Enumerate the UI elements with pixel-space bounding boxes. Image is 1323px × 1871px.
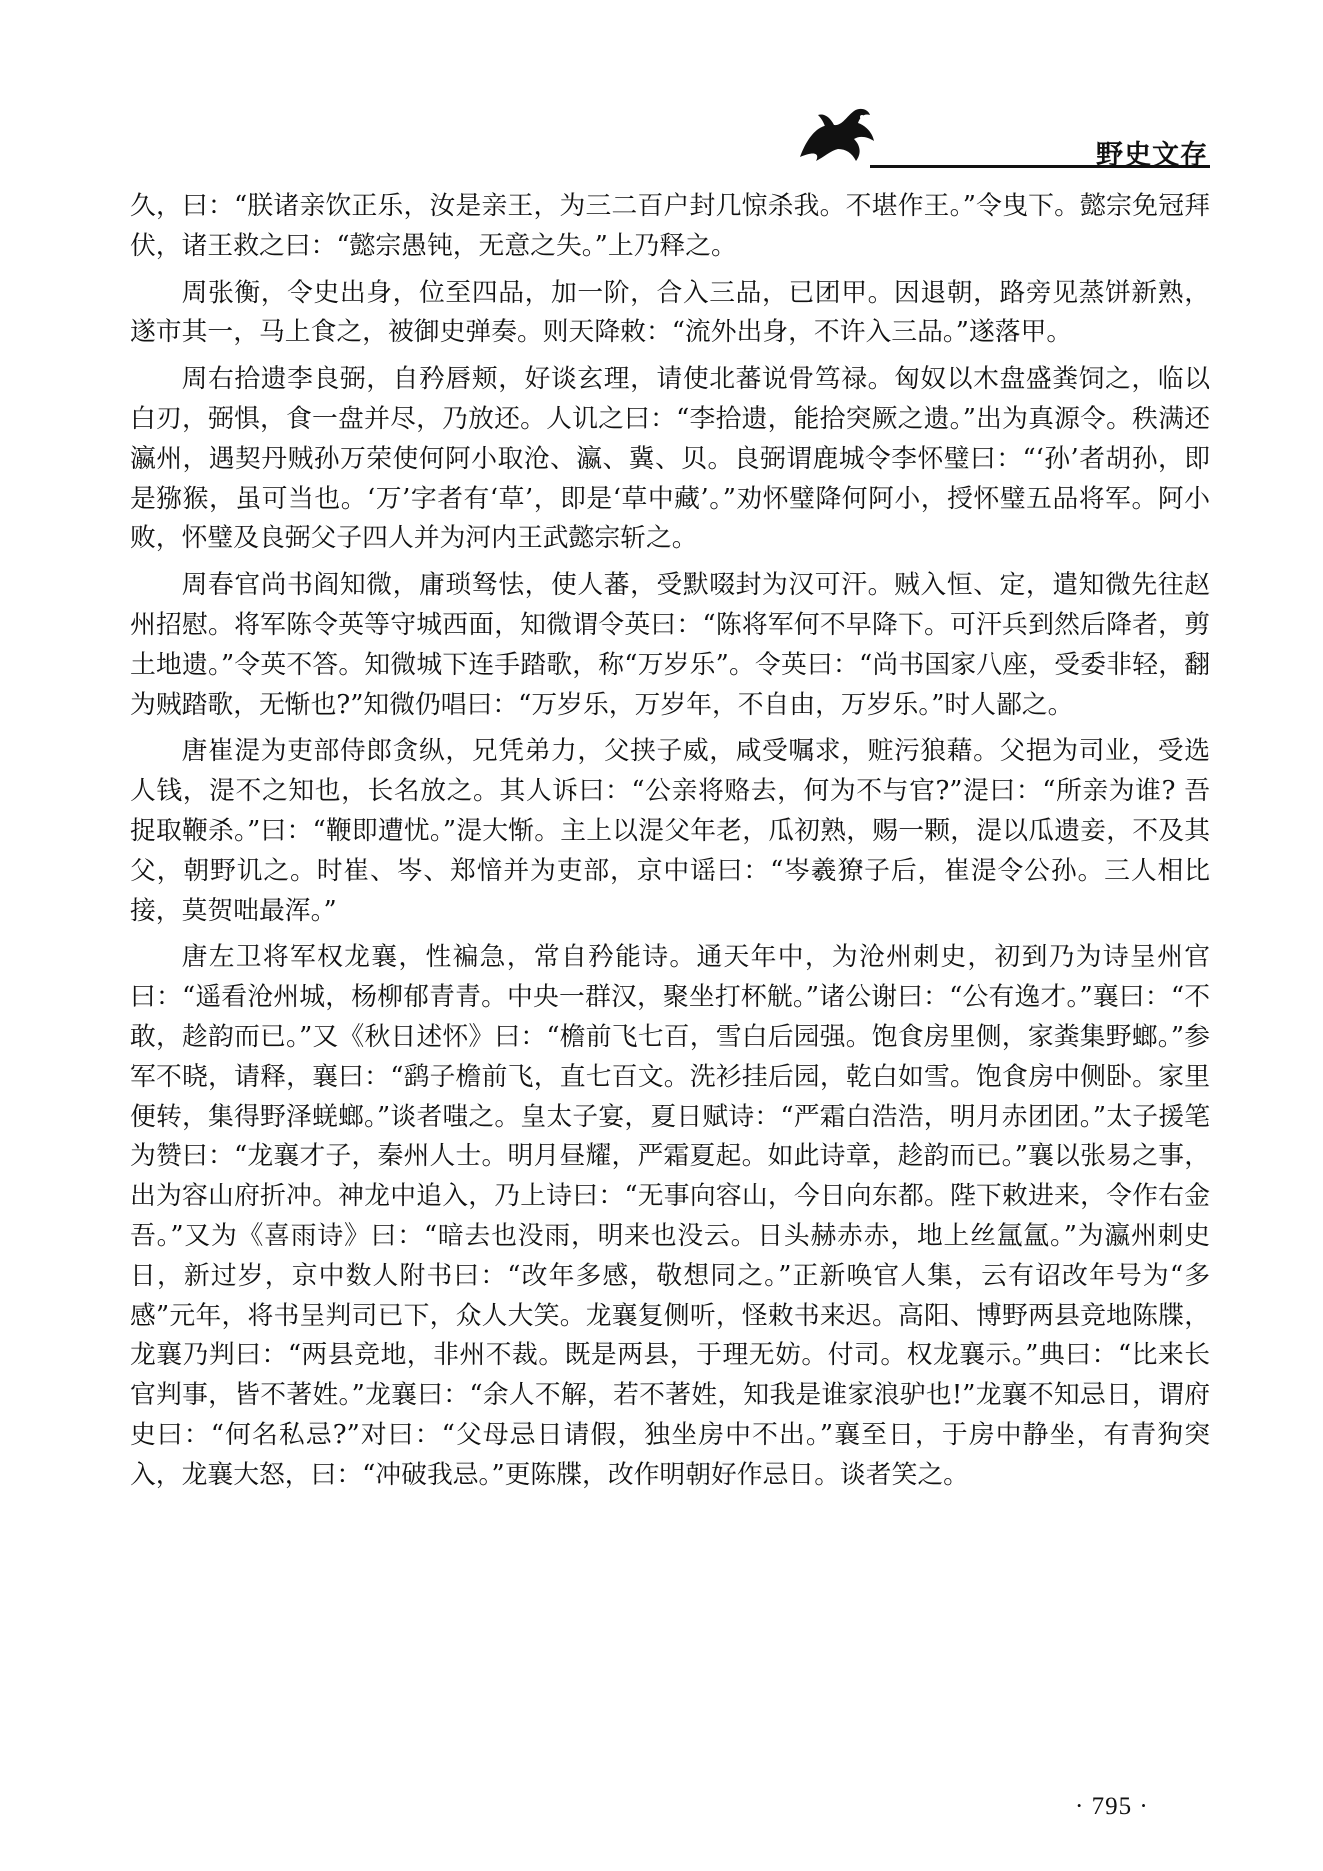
running-header (770, 95, 1210, 175)
paragraph: 周右拾遗李良弼，自矜唇颊，好谈玄理，请使北蕃说骨笃禄。匈奴以木盘盛粪饲之，临以白刃，弼惧，食一盘并尽，乃放还。人讥之曰：“李拾遗，能拾突厥之遗。”出为真源令。秩满还瀛州，遇契丹贼孙万荣使何阿小取沧、瀛、冀、贝。良弼谓鹿城令李怀璧曰：“‘孙’者胡孙，即是猕猴，虽可当也。‘万’字者有‘草’，即是‘草中藏’。”劝怀璧降何阿小，授怀璧五品将军。阿小败，怀璧及良弼父子四人并为河内王武懿宗斩之。 (130, 364, 1210, 554)
paragraph: 周春官尚书阎知微，庸琐驽怯，使人蕃，受默啜封为汉可汗。贼入恒、定，遣知微先往赵州招慰。将军陈令英等守城西面，知微谓令英曰：“陈将军何不早降下。可汗兵到然后降者，剪土地遗。”令英不答。知微城下连手踏歌，称“万岁乐”。令英曰：“尚书国家八座，受委非轻，翻为贼踏歌，无惭也?”知微仍唱曰：“万岁乐，万岁年，不自由，万岁乐。”时人鄙之。 (130, 570, 1210, 720)
page-number: · 795 · (1075, 1793, 1149, 1820)
page-title: 野史文存 (1096, 140, 1208, 171)
paragraph: 周张衡，令史出身，位至四品，加一阶，合入三品，已团甲。因退朝，路旁见蒸饼新熟，遂市其一，马上食之，被御史弹奏。则天降敕：“流外出身，不许入三品。”遂落甲。 (130, 277, 1210, 348)
paragraph: 唐左卫将军权龙襄，性褊急，常自矜能诗。通天年中，为沧州刺史，初到乃为诗呈州官曰：“遥看沧州城，杨柳郁青青。中央一群汉，聚坐打杯觥。”诸公谢曰：“公有逸才。”襄曰：“不敢，趁韵而已。”又《秋日述怀》曰：“檐前飞七百，雪白后园强。饱食房里侧，家粪集野螂。”参军不晓，请释，襄曰：“鹞子檐前飞，直七百文。洗衫挂后园，乾白如雪。饱食房中侧卧。家里便转，集得野泽蜣螂。”谈者嗤之。皇太子宴，夏日赋诗：“严霜白浩浩，明月赤团团。”太子援笔为赞曰：“龙襄才子，秦州人士。明月昼耀，严霜夏起。如此诗章，趁韵而已。”襄以张易之事，出为容山府折冲。神龙中追入，乃上诗曰：“无事向容山，今日向东都。陛下敕进来，令作右金吾。”又为《喜雨诗》曰：“暗去也没雨，明来也没云。日头赫赤赤，地上丝氲氲。”为瀛州刺史日，新过岁，京中数人附书曰：“改年多感，敬想同之。”正新唤官人集，云有诏改年号为“多感”元年，将书呈判司已下，众人大笑。龙襄复侧听，怪敕书来迟。高阳、博野两县竞地陈牒，龙襄乃判曰：“两县竞地，非州不裁。既是两县，于理无妨。付司。权龙襄示。”典曰：“比来长官判事，皆不著姓。”龙襄曰：“余人不解，若不著姓，知我是谁家浪驴也!”龙襄不知忌日，谓府史曰：“何名私忌?”对曰：“父母忌日请假，独坐房中不出。”襄至日，于房中静坐，有青狗突入，龙襄大怒，曰：“冲破我忌。”更陈牒，改作明朝好作忌日。谈者笑之。 (130, 942, 1210, 1490)
paragraph: 久，曰：“朕诸亲饮正乐，汝是亲王，为三二百户封几惊杀我。不堪作王。”令曳下。懿宗免冠拜伏，诸王救之曰：“懿宗愚钝，无意之失。”上乃释之。 (130, 191, 1210, 261)
paragraph: 唐崔湜为吏部侍郎贪纵，兄凭弟力，父挟子威，咸受嘱求，赃污狼藉。父挹为司业，受选人钱，湜不之知也，长名放之。其人诉曰：“公亲将赂去，何为不与官?”湜曰：“所亲为谁? 吾捉取鞭杀。”曰：“鞭即遭忧。”湜大惭。主上以湜父年老，瓜初熟，赐一颗，湜以瓜遗妾，不及其父，朝野讥之。时崔、岑、郑愔并为吏部，京中谣曰：“岑羲獠子后，崔湜令公孙。三人相比接，莫贺咄最浑。” (130, 736, 1210, 926)
dragon-icon (790, 95, 880, 175)
document-body (130, 187, 1210, 1503)
